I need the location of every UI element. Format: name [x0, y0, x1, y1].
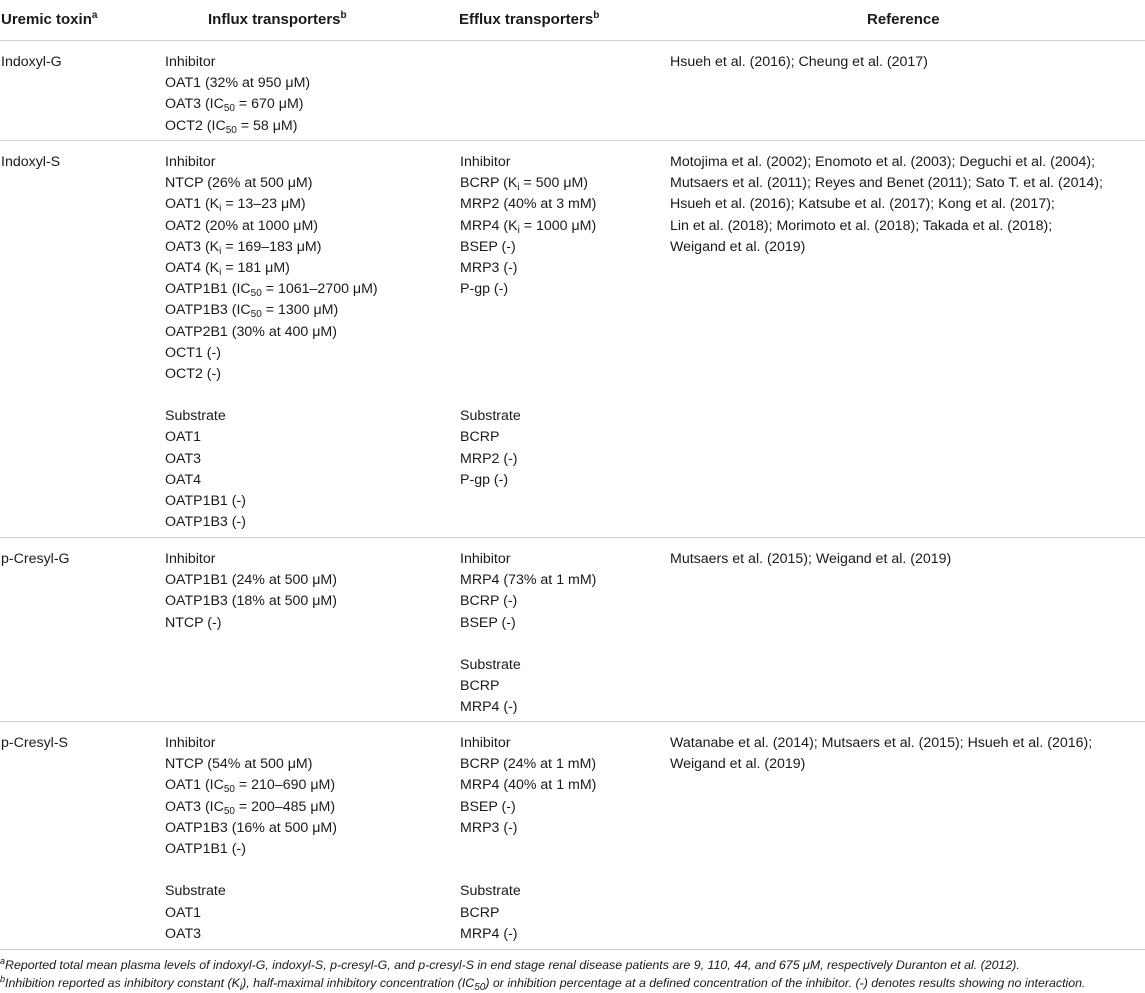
- efflux-line: [460, 860, 596, 881]
- efflux-cell: [460, 152, 596, 491]
- influx-line: OATP1B1 ($IC_{50} = 1061-2700$ μM): [165, 281, 378, 300]
- efflux-line: BCRP: [460, 429, 500, 446]
- influx-line: Inhibitor: [165, 735, 216, 751]
- toxin-name-cell: [1, 152, 60, 173]
- efflux-line: BSEP (-): [460, 238, 516, 255]
- influx-line: [165, 860, 337, 881]
- reference-cell: [670, 733, 1092, 775]
- table-row: [0, 141, 1145, 538]
- toxin-name-cell: [1, 52, 62, 73]
- influx-cell: [165, 152, 378, 533]
- efflux-line: MRP4 ($K_i = 1000$ μM): [460, 217, 597, 236]
- toxin-name: Indoxyl-S: [1, 154, 61, 170]
- influx-cell: [165, 733, 337, 945]
- efflux-line: P-gp (-): [460, 471, 509, 488]
- toxin-name-cell: [1, 549, 70, 570]
- efflux-line: MRP4 (40% at 1 mM): [460, 777, 597, 794]
- influx-line: OAT3 ($K_i = 169-183$ μM): [165, 238, 322, 257]
- efflux-line: BCRP: [460, 904, 500, 921]
- influx-line: NTCP (26% at 500 μM): [165, 175, 313, 192]
- efflux-line: MRP4 (-): [460, 699, 518, 716]
- efflux-line: [460, 634, 596, 655]
- table-row: [0, 722, 1145, 950]
- influx-line: Substrate: [165, 408, 226, 425]
- table-footnotes: [0, 956, 1145, 992]
- reference-line: Mutsaers et al. (2015); Weigand et al. (2019): [670, 551, 952, 567]
- influx-line: OAT2 (20% at 1000 μM): [165, 217, 318, 234]
- reference-cell: [670, 152, 1103, 258]
- reference-line: Lin et al. (2018); Morimoto et al. (2018); Takada et al. (2018);: [670, 217, 1053, 234]
- influx-line: [165, 385, 378, 406]
- influx-line: OAT1 (32% at 950 μM): [165, 75, 311, 92]
- toxin-name: Indoxyl-G: [1, 54, 62, 70]
- header-reference: Reference: [867, 11, 940, 28]
- influx-cell: [165, 52, 310, 137]
- efflux-line: MRP2 (-): [460, 450, 518, 467]
- toxin-name: p-Cresyl-G: [1, 551, 70, 567]
- influx-line: OAT1: [165, 429, 202, 446]
- reference-cell: [670, 52, 928, 73]
- efflux-line: Substrate: [460, 656, 521, 673]
- efflux-line: P-gp (-): [460, 281, 509, 298]
- reference-line: Weigand et al. (2019): [670, 238, 806, 255]
- efflux-line: BCRP (-): [460, 593, 518, 610]
- efflux-line: MRP4 (73% at 1 mM): [460, 572, 597, 589]
- reference-line: Mutsaers et al. (2011); Reyes and Benet (2011); Sato T. et al. (2014);: [670, 175, 1103, 192]
- header-uremic-toxin: Uremic toxin$^a$: [1, 10, 98, 28]
- influx-line: OCT1 (-): [165, 344, 221, 361]
- table-row: [0, 41, 1145, 141]
- influx-line: Inhibitor: [165, 154, 216, 170]
- efflux-line: BCRP: [460, 678, 500, 695]
- influx-line: OATP1B1 (-): [165, 493, 246, 509]
- influx-line: OAT1 ($K_i = 13-23$ μM): [165, 196, 306, 215]
- influx-line: OATP1B1 (24% at 500 μM): [165, 572, 337, 589]
- toxin-name-cell: [1, 733, 68, 754]
- influx-line: OCT2 (-): [165, 365, 221, 382]
- influx-line: OATP1B3 (-): [165, 514, 246, 531]
- influx-line: OAT4 ($K_i = 181$ μM): [165, 259, 290, 278]
- reference-line: Motojima et al. (2002); Enomoto et al. (2003); Deguchi et al. (2004);: [670, 154, 1096, 170]
- efflux-line: [460, 839, 596, 860]
- influx-line: OAT4: [165, 471, 202, 488]
- footnote-b: $^b$Inhibition reported as inhibitory constant $(K_i)$, half-maximal inhibitory concentration $(IC_{50})$ or inhibition percentage at a defined concentration of the inhibitor. (-) denotes results showing no interaction.: [0, 974, 1086, 993]
- efflux-cell: [460, 733, 596, 945]
- influx-line: OCT2 ($IC_{50} = 58$ μM): [165, 117, 298, 136]
- reference-line: Hsueh et al. (2016); Katsube et al. (2017); Kong et al. (2017);: [670, 196, 1055, 213]
- efflux-line: BCRP ($K_i = 500$ μM): [460, 175, 589, 194]
- efflux-line: Substrate: [460, 408, 521, 425]
- influx-line: OAT3: [165, 925, 202, 942]
- efflux-line: [460, 300, 596, 321]
- influx-line: OAT3: [165, 450, 202, 467]
- influx-cell: [165, 549, 337, 634]
- influx-line: Inhibitor: [165, 54, 216, 70]
- influx-line: OATP1B3 (18% at 500 μM): [165, 593, 337, 610]
- influx-line: NTCP (-): [165, 614, 222, 631]
- header-influx-transporters: Influx transporters$^b$: [208, 10, 347, 28]
- header-efflux-transporters: Efflux transporters$^b$: [459, 10, 600, 28]
- influx-line: OAT3 ($IC_{50} = 200-485$ μM): [165, 798, 336, 817]
- reference-line: Weigand et al. (2019): [670, 756, 806, 773]
- influx-line: NTCP (54% at 500 μM): [165, 756, 313, 773]
- efflux-line: MRP4 (-): [460, 925, 518, 942]
- influx-line: Inhibitor: [165, 551, 216, 567]
- influx-line: OATP2B1 (30% at 400 μM): [165, 323, 337, 340]
- influx-line: OAT1: [165, 904, 202, 921]
- table-header: [0, 0, 1145, 41]
- efflux-line: MRP3 (-): [460, 819, 518, 836]
- efflux-line: MRP3 (-): [460, 259, 518, 276]
- efflux-line: [460, 364, 596, 385]
- efflux-line: Inhibitor: [460, 551, 511, 567]
- efflux-line: BSEP (-): [460, 614, 516, 631]
- influx-line: OAT3 ($IC_{50} = 670$ μM): [165, 96, 304, 115]
- footnote-a: $^a$Reported total mean plasma levels of indoxyl-G, indoxyl-S, p-cresyl-G, and p-cresyl-S in end stage renal disease patients are 9, 110, 44, and 675 μM, respectively Duranton et al. (2012).: [0, 956, 1020, 972]
- efflux-line: MRP2 (40% at 3 mM): [460, 196, 597, 213]
- influx-line: Substrate: [165, 883, 226, 900]
- efflux-line: [460, 322, 596, 343]
- efflux-line: Inhibitor: [460, 735, 511, 751]
- influx-line: OATP1B1 (-): [165, 840, 246, 857]
- table-row: [0, 538, 1145, 722]
- efflux-line: Inhibitor: [460, 154, 511, 170]
- influx-line: OAT1 ($IC_{50} = 210-690$ μM): [165, 777, 336, 796]
- influx-line: OATP1B3 ($IC_{50} = 1300$ μM): [165, 302, 339, 321]
- efflux-line: BCRP (24% at 1 mM): [460, 756, 597, 773]
- efflux-line: [460, 343, 596, 364]
- influx-line: OATP1B3 (16% at 500 μM): [165, 819, 337, 836]
- reference-line: Hsueh et al. (2016); Cheung et al. (2017): [670, 54, 928, 70]
- toxin-name: p-Cresyl-S: [1, 735, 69, 751]
- efflux-line: BSEP (-): [460, 798, 516, 815]
- efflux-line: [460, 385, 596, 406]
- reference-cell: [670, 549, 951, 570]
- reference-line: Watanabe et al. (2014); Mutsaers et al. (2015); Hsueh et al. (2016);: [670, 735, 1093, 751]
- efflux-cell: [460, 549, 596, 719]
- efflux-line: Substrate: [460, 883, 521, 900]
